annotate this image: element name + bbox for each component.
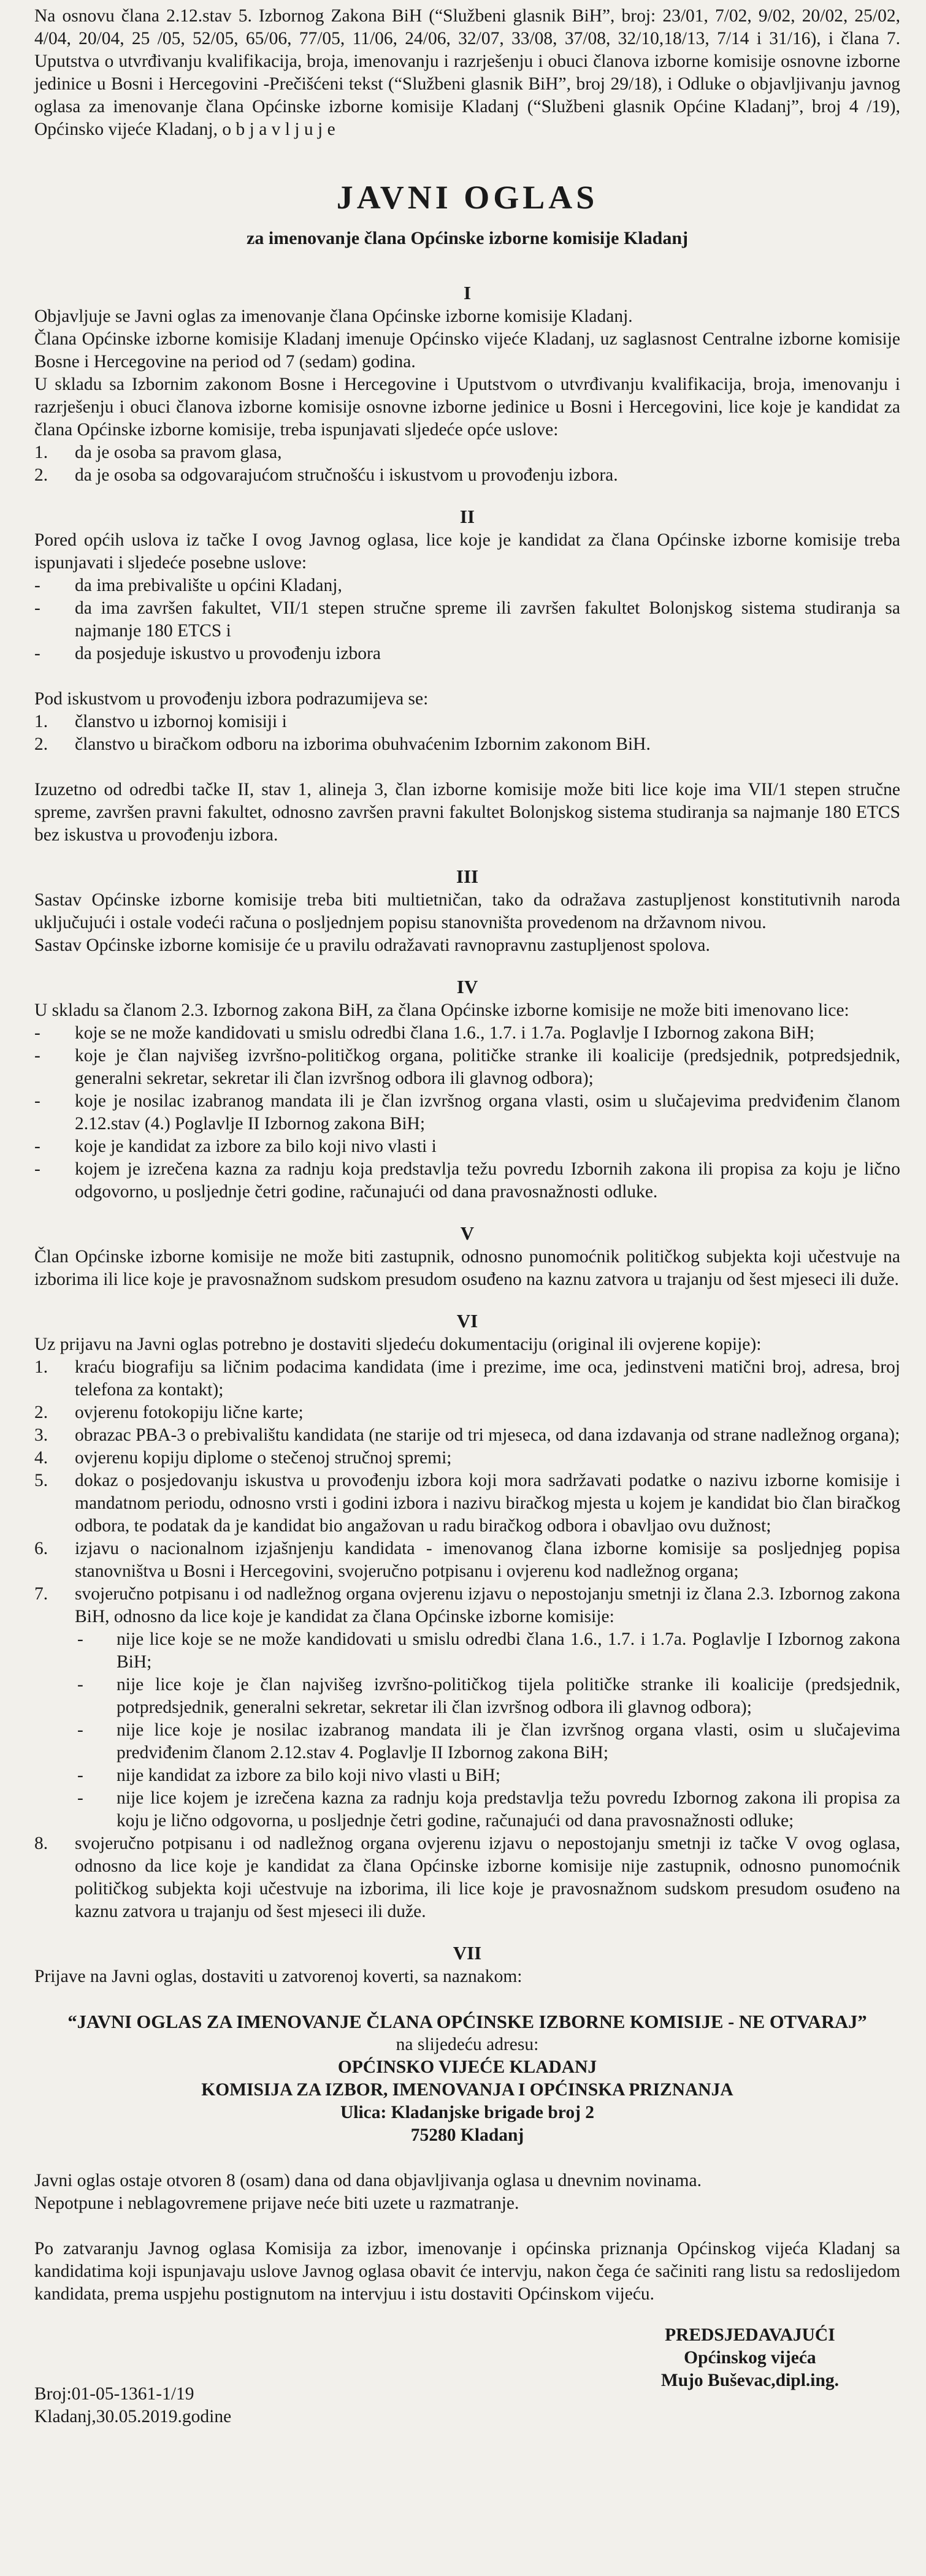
sub-list-item (34, 1674, 900, 1719)
sub-list-item (34, 1764, 900, 1787)
list-text: da je osoba sa pravom glasa, (75, 443, 282, 462)
paragraph: Nepotpune i neblagovremene prijave neće biti uzete u razmatranje. (34, 2193, 519, 2213)
list-item (34, 441, 900, 464)
list-text: nije lice koje se ne može kandidovati u smislu odredbi člana 1.6., 1.7. i 1.7a. Poglavlje I Izbornog zakona BiH; (117, 1629, 900, 1672)
address-line: Ulica: Kladanjske brigade broj 2 (340, 2103, 595, 2122)
section-5 (34, 1222, 900, 1291)
list-text: izjavu o nacionalnom izjašnjenju kandidata - imenovanog člana izborne komisije sa posljednjeg popisa stanovništva u Bosni i Hercegovini, svojeručno potpisanu i ovjerenu kod nadležnog organa; (75, 1539, 900, 1581)
paragraph: Pod iskustvom u provođenju izbora podrazumijeva se: (34, 689, 429, 709)
list-item (34, 464, 900, 487)
list-marker: 5. (34, 1471, 48, 1490)
signature-org: Općinskog vijeća (684, 2348, 816, 2368)
list-text: članstvo u biračkom odboru na izborima obuhvaćenim Izbornim zakonom BiH. (75, 734, 651, 754)
list-item (34, 574, 900, 597)
list-item (34, 1469, 900, 1538)
signature-block (661, 2324, 839, 2392)
list-marker: 1. (34, 712, 48, 731)
list-marker: - (77, 1788, 83, 1808)
paragraph: U skladu sa članom 2.3. Izbornog zakona BiH, za člana Općinske izborne komisije ne može biti imenovano lice: (34, 1000, 849, 1020)
reference-number: Broj:01-05-1361-1/19 (34, 2384, 194, 2404)
section-2 (34, 505, 900, 847)
list-item (34, 733, 900, 756)
paragraph: Član Općinske izborne komisije ne može biti zastupnik, odnosno punomoćnik političkog subjekta koji učestvuje na izborima ili lice koje je pravosnažnom sudskom presudom osuđeno na kaznu zatvora u trajanju od šest mjeseci ili duže. (34, 1247, 900, 1289)
list-item (34, 1447, 900, 1469)
list-text: svojeručno potpisanu i od nadležnog organa ovjerenu izjavu o nepostojanju smetnji iz tačke V ovog oglasa, odnosno da lice koje je kandidat za člana Općinske izborne komisije nije zastupnik, odnosno punomoćnik političkog subjekta koji učestvuje na izborima, ili lice koje je pravosnažnom sudskom presudom osuđeno na kaznu zatvora u trajanju od šest mjeseci ili duže. (75, 1834, 900, 1921)
notice-subtitle: za imenovanje člana Općinske izborne komisije Kladanj (247, 228, 688, 248)
list-item (34, 1583, 900, 1628)
section-heading: VII (453, 1942, 482, 1964)
paragraph: Sastav Općinske izborne komisije će u pravilu odražavati ravnopravnu zastupljenost spolova. (34, 936, 710, 955)
list-marker: 1. (34, 1357, 48, 1377)
sub-list-item (34, 1719, 900, 1764)
paragraph: Javni oglas ostaje otvoren 8 (osam) dana od dana objavljivanja oglasa u dnevnim novinama. (34, 2171, 702, 2190)
list-marker: 2. (34, 465, 48, 485)
section-1 (34, 281, 900, 487)
list-item (34, 1090, 900, 1135)
list-text: koje je kandidat za izbore za bilo koji nivo vlasti i (75, 1137, 437, 1156)
section-6 (34, 1309, 900, 1923)
list-marker: - (77, 1675, 83, 1694)
list-text: nije lice koje je član najvišeg izvršno-političkog tijela političke stranke ili koalicije (predsjednik, potpredsjednik, generalni sekretar, sekretar ili član izvršnog odbora ili glavnog odbora); (117, 1675, 900, 1717)
list-marker: - (34, 598, 40, 618)
list-text: ovjerenu fotokopiju lične karte; (75, 1403, 304, 1422)
section-4 (34, 975, 900, 1203)
list-item (34, 1158, 900, 1203)
list-item (34, 597, 900, 642)
list-marker: 6. (34, 1539, 48, 1558)
section-heading: V (460, 1222, 475, 1244)
list-marker: - (77, 1720, 83, 1740)
list-item (34, 1538, 900, 1583)
paragraph: U skladu sa Izbornim zakonom Bosne i Hercegovine i Uputstvom o utvrđivanju kvalifikacija, broja, imenovanju i razrješenju i obuci članova izborne komisije osnovne izborne jedinice u Bosni i Hercegovini, lice koje je kandidat za člana Općinske izborne komisije, treba ispunjavati sljedeće opće uslove: (34, 375, 900, 440)
place-date: Kladanj,30.05.2019.godine (34, 2407, 232, 2426)
list-item (34, 1356, 900, 1401)
envelope-title: “JAVNI OGLAS ZA IMENOVANJE ČLANA OPĆINSKE IZBORNE KOMISIJE - NE OTVARAJ” (67, 2011, 867, 2032)
list-item (34, 1401, 900, 1424)
list-marker: 8. (34, 1834, 48, 1853)
list-text: svojeručno potpisanu i od nadležnog organa ovjerenu izjavu o nepostojanju smetnji iz člana 2.3. Izbornog zakona BiH, odnosno da lice koje je kandidat za člana Općinske izborne komisije: (75, 1584, 900, 1626)
list-marker: - (34, 1091, 40, 1111)
list-marker: 3. (34, 1425, 48, 1445)
list-item (34, 642, 900, 665)
list-text: ovjerenu kopiju diplome o stečenoj stručnoj spremi; (75, 1448, 452, 1468)
list-text: da posjeduje iskustvo u provođenju izbora (75, 644, 381, 663)
notice-footer (34, 2324, 900, 2428)
sub-list-item (34, 1628, 900, 1674)
list-marker: - (77, 1766, 83, 1785)
address-line: OPĆINSKO VIJEĆE KLADANJ (337, 2057, 597, 2077)
list-marker: - (34, 644, 40, 663)
list-text: nije lice kojem je izrečena kazna za radnju koja predstavlja težu povredu Izbornog zakona ili propisa za koju je lično odgovorna, u posljednje četri godine, računajući od dana pravosnažnosti odluke; (117, 1788, 900, 1831)
intro-paragraph: Na osnovu člana 2.12.stav 5. Izbornog Zakona BiH (“Službeni glasnik BiH”, broj: 23/01, 7/02, 9/02, 20/02, 25/02, 4/04, 20/04, 25 /05, 52/05, 65/06, 77/05, 11/06, 24/06, 32/07, 33/08, 37/08, 32/10,18/13, 7/14 i 31/16), i člana 7. Uputstva o utvrđivanju kvalifikacija, broja, imenovanju i razrješenju i obuci članova izborne komisije osnovne izborne jedinice u Bosni i Hercegovini -Prečišćeni tekst (“Službeni glasnik BiH”, broj 29/18), i Odluke o objavljivanju javnog oglasa za imenovanje člana Općinske izborne komisije Kladanj (“Službeni glasnik Općine Kladanj”, broj 4 /19), Općinsko vijeće Kladanj, o b j a v l j u j e (34, 6, 900, 139)
section-heading: II (459, 506, 475, 527)
list-text: dokaz o posjedovanju iskustva u provođenju izbora koji mora sadržavati podatke o nazivu izborne komisije i mandatnom periodu, odnosno vrsti i godini izbora i nazivu biračkog mjesta u kojem je kandidat bio član biračkog odbora, te podatak da je kandidat bio angažovan u radu biračkog odbora i obavljao ovu dužnost; (75, 1471, 900, 1536)
address-line: 75280 Kladanj (410, 2125, 524, 2145)
signature-name: Mujo Buševac,dipl.ing. (660, 2371, 839, 2390)
paragraph: Po zatvaranju Javnog oglasa Komisija za izbor, imenovanje i općinska priznanja Općinskog vijeća Kladanj sa kandidatima koji ispunjavaju uslove Javnog oglasa obavit će intervju, nakon čega će sačiniti rang listu sa redoslijedom kandidata, prema uspjehu postignutom na intervjuu i istu dostaviti Općinskom vijeću. (34, 2239, 900, 2304)
section-heading: VI (456, 1310, 478, 1332)
signature-title: PREDSJEDAVAJUĆI (665, 2325, 835, 2345)
list-marker: - (34, 1046, 40, 1065)
paragraph: Objavljuje se Javni oglas za imenovanje člana Općinske izborne komisije Kladanj. (34, 307, 633, 326)
address-line: KOMISIJA ZA IZBOR, IMENOVANJA I OPĆINSKA PRIZNANJA (201, 2080, 733, 2100)
list-marker: - (77, 1629, 83, 1649)
paragraph: Uz prijavu na Javni oglas potrebno je dostaviti sljedeću dokumentaciju (original ili ovjerene kopije): (34, 1335, 762, 1354)
list-text: nije lice koje je nosilac izabranog mandata ili je član izvršnog organa vlasti, osim u slučajevima predviđenim članom 2.12.stav 4. Poglavlje II Izbornog zakona BiH; (117, 1720, 900, 1762)
list-text: kojem je izrečena kazna za radnju koja predstavlja težu povredu Izbornih zakona ili propisa za koju je lično odgovorno, u posljednje četri godine, računajući od dana pravosnažnosti odluke. (75, 1159, 900, 1202)
sub-list-item (34, 1787, 900, 1832)
paragraph: Pored općih uslova iz tačke I ovog Javnog oglasa, lice koje je kandidat za člana Općinske izborne komisije treba ispunjavati i sljedeće posebne uslove: (34, 530, 900, 573)
list-item (34, 1045, 900, 1090)
section-7 (34, 1942, 900, 2306)
list-item (34, 1832, 900, 1923)
paragraph: Sastav Općinske izborne komisije treba biti multietničan, tako da odražava zastupljenost konstitutivnih naroda uključujući i ostale vodeći računa o posljednjem popisu stanovništa provedenom na državnom nivou. (34, 890, 900, 932)
reference-block (34, 2383, 231, 2428)
list-text: kraću biografiju sa ličnim podacima kandidata (ime i prezime, ime oca, jedinstveni matični broj, adresa, broj telefona za kontakt); (75, 1357, 900, 1400)
list-marker: - (34, 1159, 40, 1179)
paragraph: Prijave na Javni oglas, dostaviti u zatvorenoj koverti, sa naznakom: (34, 1967, 522, 1986)
list-marker: 4. (34, 1448, 48, 1468)
list-text: da ima prebivalište u općini Kladanj, (75, 576, 342, 595)
list-marker: 1. (34, 443, 48, 462)
list-text: da je osoba sa odgovarajućom stručnošću i iskustvom u provođenju izbora. (75, 465, 618, 485)
list-text: koje se ne može kandidovati u smislu odredbi člana 1.6., 1.7. i 1.7a. Poglavlje I Izbornog zakona BiH; (75, 1023, 814, 1043)
list-marker: 2. (34, 734, 48, 754)
list-item (34, 1022, 900, 1045)
list-text: obrazac PBA-3 o prebivalištu kandidata (ne starije od tri mjeseca, od dana izdavanja od strane nadležnog organa); (75, 1425, 900, 1445)
section-heading: III (456, 866, 479, 887)
list-text: da ima završen fakultet, VII/1 stepen stručne spreme ili završen fakultet Bolonjskog sistema studiranja sa najmanje 180 ETCS i (75, 598, 900, 641)
section-heading: IV (456, 976, 478, 997)
paragraph: Izuzetno od odredbi tačke II, stav 1, alineja 3, član izborne komisije može biti lice koje ima VII/1 stepen stručne spreme, završen pravni fakultet, odnosno završen pravni fakultet Bolonjskog sistema studiranja sa najmanje 180 ETCS bez iskustva u provođenju izbora. (34, 780, 900, 845)
list-marker: - (34, 1023, 40, 1043)
address-lead: na slijedeću adresu: (396, 2035, 539, 2054)
section-3 (34, 865, 900, 957)
list-marker: 7. (34, 1584, 48, 1604)
list-item (34, 1135, 900, 1158)
list-item (34, 711, 900, 733)
list-item (34, 1424, 900, 1447)
list-marker: - (34, 576, 40, 595)
public-notice (17, 0, 917, 2441)
section-heading: I (463, 282, 472, 303)
paragraph: Člana Općinske izborne komisije Kladanj imenuje Općinsko vijeće Kladanj, uz saglasnost Centralne izborne komisije Bosne i Hercegovine na period od 7 (sedam) godina. (34, 329, 900, 372)
list-text: koje je član najvišeg izvršno-političkog organa, političke stranke ili koalicije (predsjednik, potpredsjednik, generalni sekretar, sekretar ili član izvršnog odbora ili glavnog odbora); (75, 1046, 900, 1088)
list-text: koje je nosilac izabranog mandata ili je član izvršnog organa vlasti, osim u slučajevima predviđenim članom 2.12.stav (4.) Poglavlje II Izbornog zakona BiH; (75, 1091, 900, 1134)
notice-title: JAVNI OGLAS (336, 179, 599, 216)
list-text: članstvo u izbornoj komisiji i (75, 712, 287, 731)
envelope-address-block (34, 2011, 900, 2147)
list-text: nije kandidat za izbore za bilo koji nivo vlasti u BiH; (117, 1766, 500, 1785)
list-marker: 2. (34, 1403, 48, 1422)
list-marker: - (34, 1137, 40, 1156)
